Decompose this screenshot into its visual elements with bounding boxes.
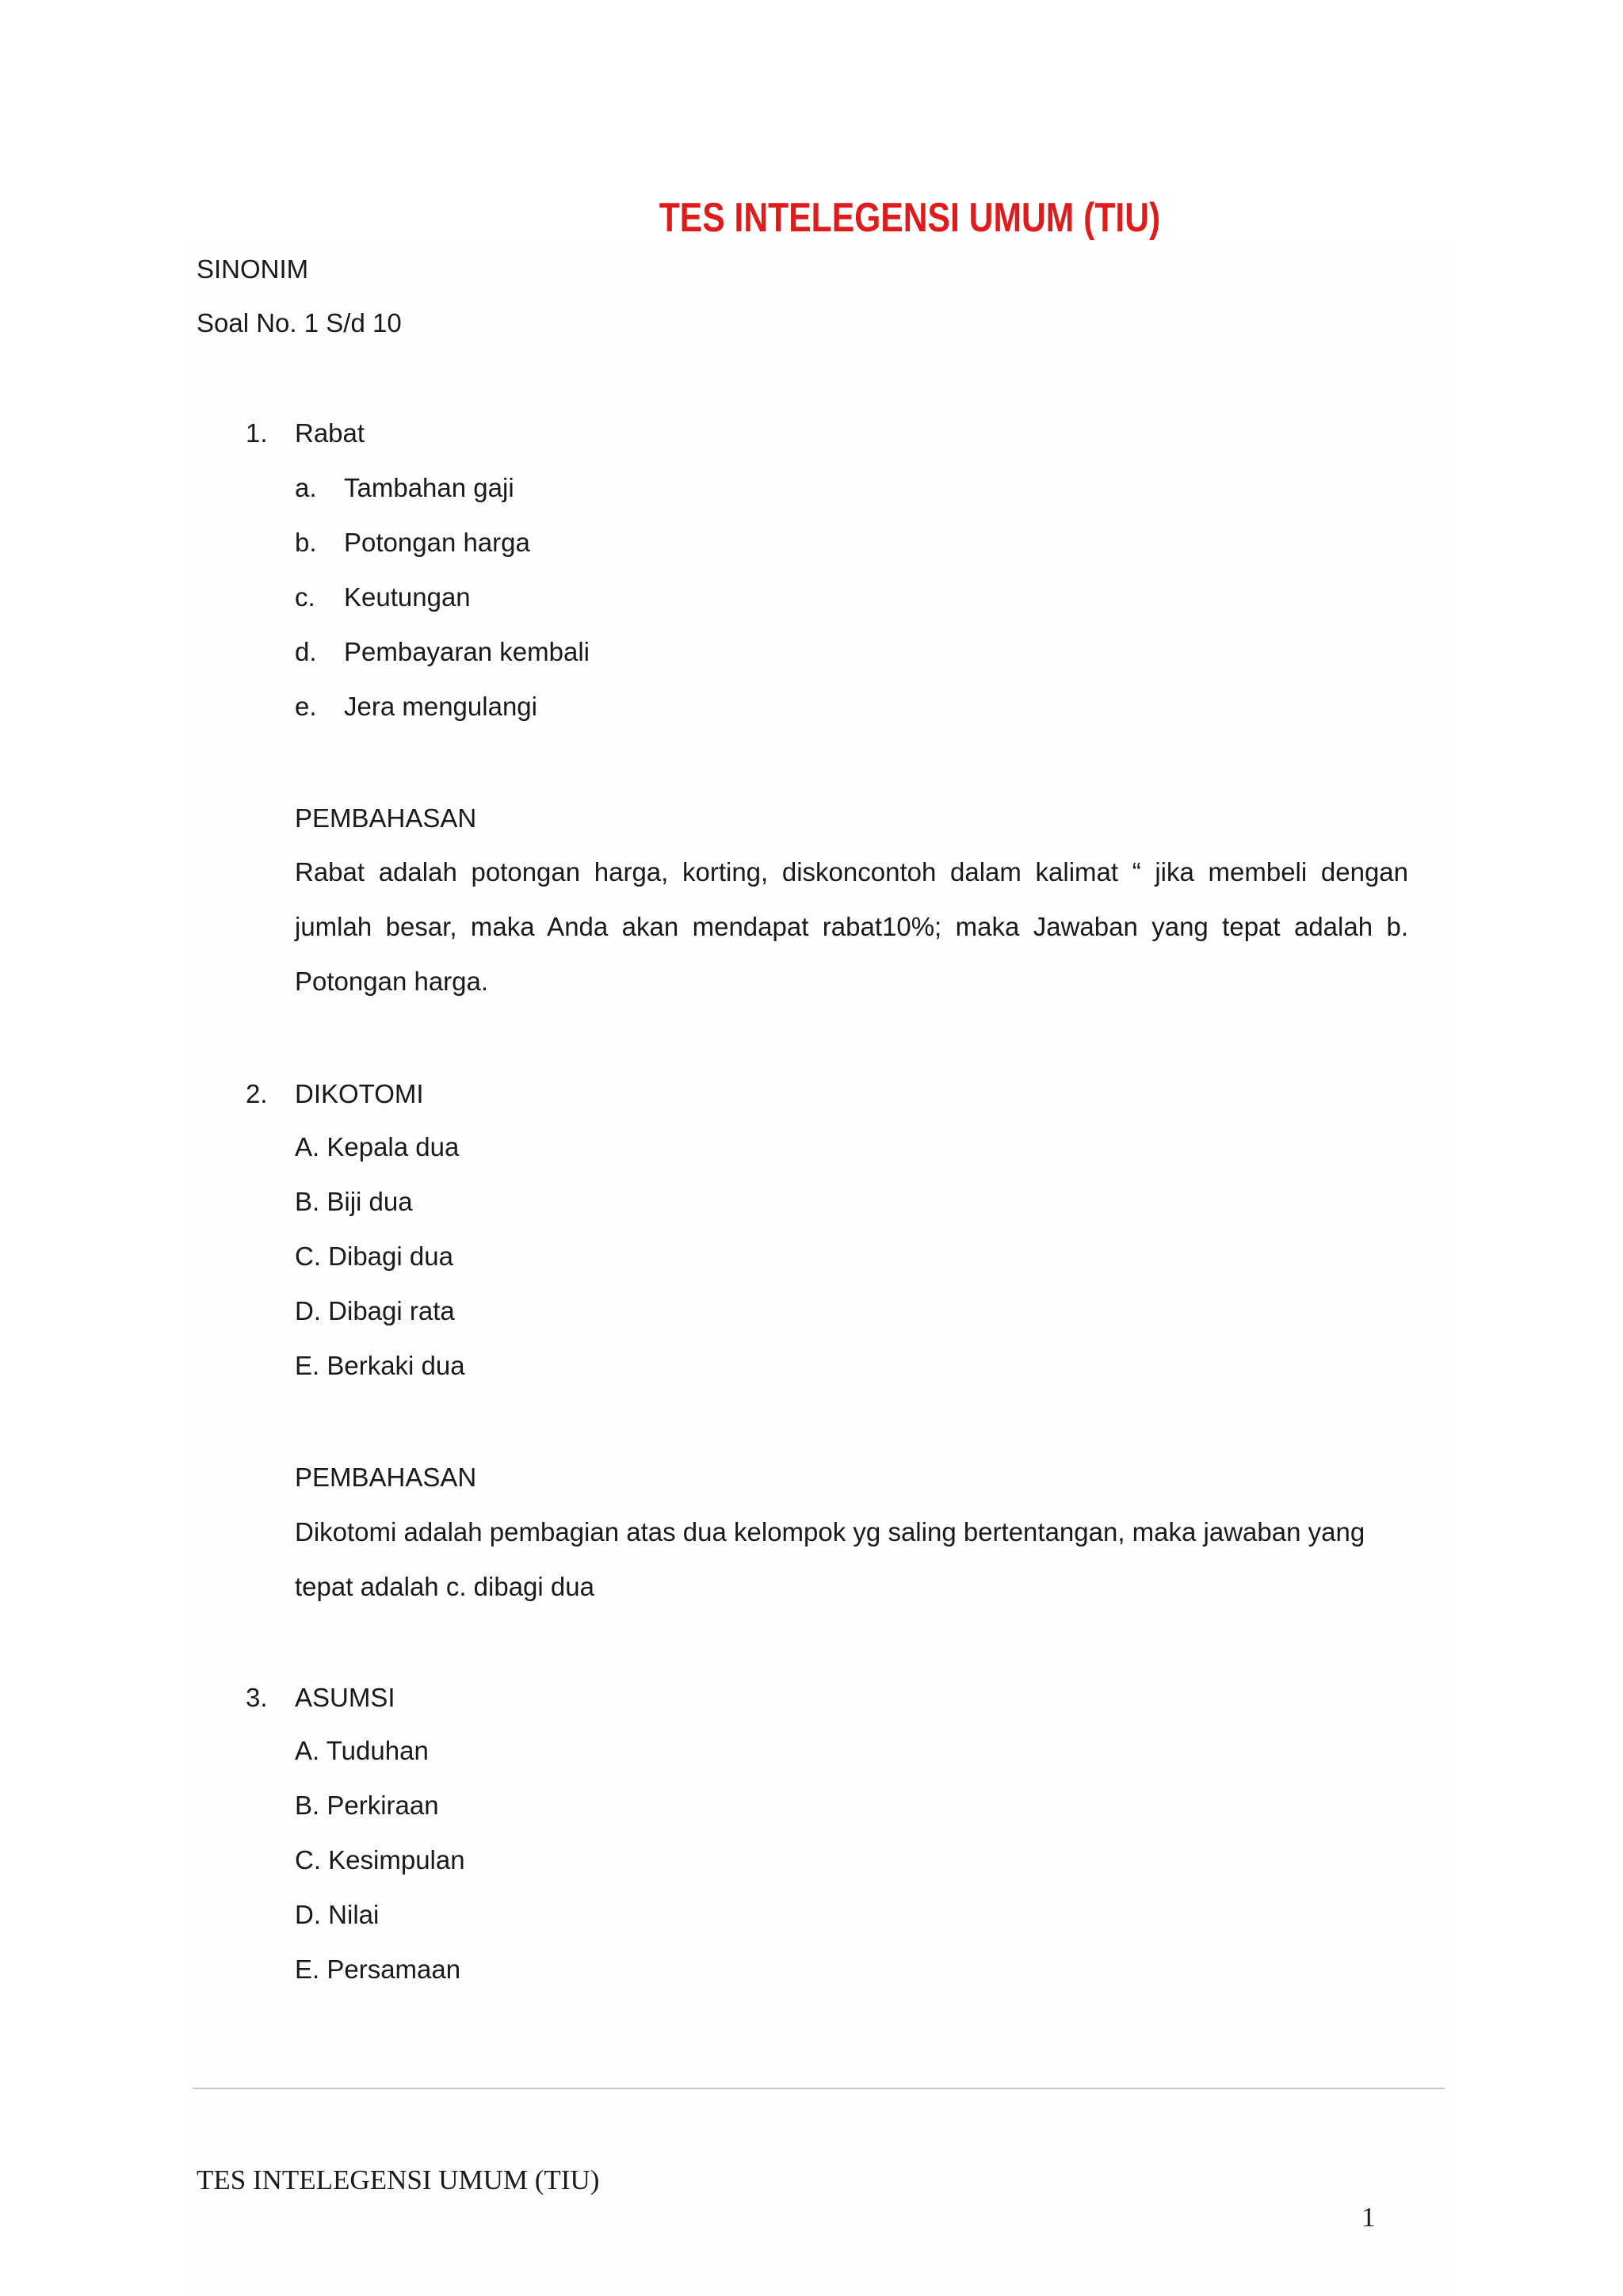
option-text: E. Berkaki dua: [295, 1351, 465, 1380]
option-text: Tambahan gaji: [344, 473, 514, 502]
option-text: B. Biji dua: [295, 1187, 413, 1216]
option-text: A. Kepala dua: [295, 1132, 460, 1161]
option-text: C. Kesimpulan: [295, 1845, 465, 1875]
section-heading: SINONIM: [197, 254, 309, 284]
question-word: DIKOTOMI: [295, 1079, 424, 1108]
option-text: C. Dibagi dua: [295, 1241, 453, 1271]
question-number: 1.: [246, 418, 268, 448]
option-letter: a.: [295, 473, 317, 502]
question-number: 3.: [246, 1683, 268, 1712]
option-text: B. Perkiraan: [295, 1791, 439, 1820]
option-text: D. Dibagi rata: [295, 1296, 455, 1325]
document-title: TES INTELEGENSI UMUM (TIU): [659, 195, 1161, 241]
discussion-label: PEMBAHASAN: [295, 1463, 477, 1492]
option-text: E. Persamaan: [295, 1955, 461, 1984]
option-letter: e.: [295, 692, 317, 721]
option-text: Jera mengulangi: [344, 692, 537, 721]
question-word: ASUMSI: [295, 1683, 395, 1712]
page-number: 1: [1361, 2202, 1376, 2233]
footer-title: TES INTELEGENSI UMUM (TIU): [197, 2164, 600, 2195]
discussion-text: Rabat adalah potongan harga, korting, diskoncontoh dalam kalimat “ jika membeli dengan jumlah besar, maka Anda akan mendapat rabat10%; maka Jawaban yang tepat adalah b. Potongan harga.: [295, 857, 1408, 996]
question-number: 2.: [246, 1079, 268, 1108]
discussion-text-line: tepat adalah c. dibagi dua: [295, 1572, 594, 1601]
discussion-text-line: Dikotomi adalah pembagian atas dua kelompok yg saling bertentangan, maka jawaban yang: [295, 1517, 1365, 1547]
option-text: A. Tuduhan: [295, 1736, 429, 1765]
option-letter: d.: [295, 637, 317, 666]
footer-divider: [193, 2088, 1445, 2089]
discussion-label: PEMBAHASAN: [295, 803, 477, 833]
option-letter: c.: [295, 582, 315, 612]
section-subtitle: Soal No. 1 S/d 10: [197, 308, 402, 338]
option-text: Potongan harga: [344, 528, 530, 557]
option-text: D. Nilai: [295, 1900, 380, 1929]
question-word: Rabat: [295, 418, 365, 448]
option-letter: b.: [295, 528, 317, 557]
option-text: Pembayaran kembali: [344, 637, 590, 666]
option-text: Keutungan: [344, 582, 471, 612]
